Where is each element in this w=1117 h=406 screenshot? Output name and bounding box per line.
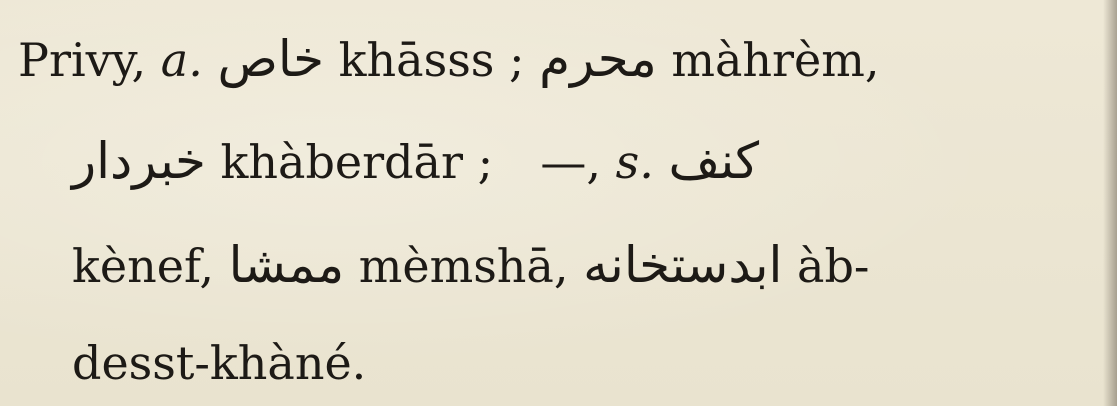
em-dash: —, — [540, 135, 601, 189]
transliteration-abdesstkhane-part2: desst-khàné. — [72, 336, 367, 390]
arabic-mahrem: محرم — [539, 30, 657, 88]
entry-line-4 — [72, 336, 367, 390]
arabic-abdesstkhane: ابدستخانه — [583, 236, 783, 294]
entry-line-1 — [18, 30, 880, 88]
entry-line-2 — [72, 132, 760, 190]
entry-line-3 — [72, 236, 870, 294]
transliteration-abdesstkhane-part1: àb- — [797, 239, 870, 293]
transliteration-khaberdar: khàberdār ; — [220, 135, 494, 189]
transliteration-kenef: kènef, — [72, 239, 214, 293]
part-of-speech-noun: s. — [615, 135, 654, 189]
transliteration-khass: khāsss ; — [338, 33, 525, 87]
arabic-memsha: ممشا — [228, 236, 345, 294]
transliteration-mahrem: màhrèm, — [671, 33, 880, 87]
headword: Privy, — [18, 33, 147, 87]
page-edge-shadow — [1103, 0, 1117, 406]
arabic-kenef: كنف — [668, 132, 760, 190]
arabic-khaberdar: خبردار — [72, 132, 206, 190]
arabic-khass: خاص — [217, 30, 325, 88]
transliteration-memsha: mèmshā, — [358, 239, 569, 293]
part-of-speech-adjective: a. — [160, 33, 203, 87]
